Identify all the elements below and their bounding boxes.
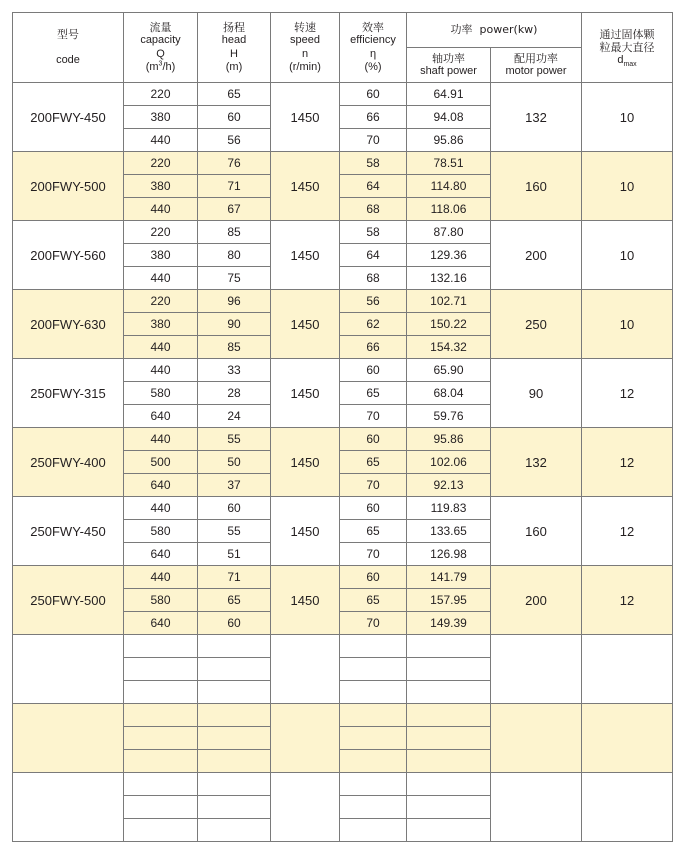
header-particle-line2: 粒最大直径	[599, 40, 655, 54]
capacity-cell	[124, 658, 198, 681]
model-code-cell: 250FWY-500	[13, 566, 124, 635]
header-motor-en: motor power	[505, 65, 567, 77]
particle-size-cell	[582, 704, 673, 773]
shaft-power-cell	[407, 681, 491, 704]
head-cell: 55	[198, 520, 271, 543]
particle-size-cell: 12	[582, 359, 673, 428]
shaft-power-cell: 95.86	[407, 129, 491, 152]
header-model-en: code	[56, 53, 80, 66]
capacity-cell: 440	[124, 566, 198, 589]
capacity-cell: 440	[124, 428, 198, 451]
shaft-power-cell: 114.80	[407, 175, 491, 198]
shaft-power-cell: 59.76	[407, 405, 491, 428]
particle-size-cell: 10	[582, 290, 673, 359]
motor-power-cell: 160	[491, 497, 582, 566]
motor-power-cell: 200	[491, 566, 582, 635]
table-row	[13, 704, 673, 727]
speed-cell: 1450	[271, 497, 340, 566]
capacity-cell	[124, 681, 198, 704]
efficiency-cell: 70	[340, 405, 407, 428]
capacity-cell: 220	[124, 221, 198, 244]
header-motor-power	[491, 48, 582, 83]
particle-size-cell: 12	[582, 497, 673, 566]
capacity-cell: 500	[124, 451, 198, 474]
particle-size-cell: 10	[582, 152, 673, 221]
shaft-power-cell: 154.32	[407, 336, 491, 359]
header-efficiency-symbol: η	[369, 47, 377, 60]
head-cell	[198, 819, 271, 842]
header-shaft-en: shaft power	[420, 65, 477, 77]
efficiency-cell	[340, 681, 407, 704]
pump-spec-sheet	[12, 12, 673, 842]
table-row	[13, 566, 673, 589]
efficiency-cell: 68	[340, 198, 407, 221]
shaft-power-cell: 149.39	[407, 612, 491, 635]
shaft-power-cell: 78.51	[407, 152, 491, 175]
table-row	[13, 773, 673, 796]
header-power-group	[407, 13, 582, 48]
efficiency-cell	[340, 796, 407, 819]
head-cell	[198, 727, 271, 750]
head-cell: 37	[198, 474, 271, 497]
shaft-power-cell	[407, 658, 491, 681]
header-capacity-unit-pre: (m	[145, 60, 159, 73]
shaft-power-cell: 95.86	[407, 428, 491, 451]
head-cell: 65	[198, 83, 271, 106]
shaft-power-cell	[407, 773, 491, 796]
capacity-cell: 640	[124, 405, 198, 428]
header-row-1	[13, 13, 673, 48]
efficiency-cell: 65	[340, 520, 407, 543]
head-cell: 85	[198, 336, 271, 359]
capacity-cell: 380	[124, 175, 198, 198]
header-capacity	[124, 13, 198, 83]
model-code-cell: 200FWY-560	[13, 221, 124, 290]
pump-spec-table	[12, 12, 673, 842]
shaft-power-cell: 68.04	[407, 382, 491, 405]
efficiency-cell	[340, 727, 407, 750]
header-head	[198, 13, 271, 83]
capacity-cell	[124, 796, 198, 819]
header-head-symbol: H	[230, 47, 238, 60]
efficiency-cell: 60	[340, 83, 407, 106]
table-row	[13, 635, 673, 658]
capacity-cell: 380	[124, 313, 198, 336]
shaft-power-cell: 64.91	[407, 83, 491, 106]
head-cell: 33	[198, 359, 271, 382]
efficiency-cell	[340, 750, 407, 773]
header-efficiency-en: efficiency	[350, 34, 396, 47]
capacity-cell: 380	[124, 244, 198, 267]
efficiency-cell	[340, 819, 407, 842]
head-cell: 80	[198, 244, 271, 267]
speed-cell: 1450	[271, 359, 340, 428]
speed-cell: 1450	[271, 428, 340, 497]
efficiency-cell	[340, 704, 407, 727]
head-cell	[198, 750, 271, 773]
head-cell: 90	[198, 313, 271, 336]
table-row	[13, 359, 673, 382]
head-cell: 50	[198, 451, 271, 474]
shaft-power-cell: 102.71	[407, 290, 491, 313]
header-particle-symbol	[582, 54, 672, 67]
efficiency-cell: 60	[340, 428, 407, 451]
speed-cell: 1450	[271, 566, 340, 635]
shaft-power-cell	[407, 796, 491, 819]
motor-power-cell: 250	[491, 290, 582, 359]
capacity-cell: 580	[124, 520, 198, 543]
model-code-cell	[13, 773, 124, 842]
capacity-cell	[124, 635, 198, 658]
header-particle-sub: max	[623, 61, 637, 69]
capacity-cell: 440	[124, 497, 198, 520]
speed-cell	[271, 635, 340, 704]
speed-cell: 1450	[271, 152, 340, 221]
model-code-cell	[13, 704, 124, 773]
header-particle-line1: 通过固体颗	[599, 27, 655, 41]
head-cell: 51	[198, 543, 271, 566]
head-cell: 24	[198, 405, 271, 428]
motor-power-cell: 90	[491, 359, 582, 428]
capacity-cell: 440	[124, 267, 198, 290]
header-efficiency	[340, 13, 407, 83]
capacity-cell	[124, 704, 198, 727]
efficiency-cell: 66	[340, 336, 407, 359]
capacity-cell: 640	[124, 612, 198, 635]
header-speed-en: speed	[290, 34, 320, 47]
head-cell	[198, 704, 271, 727]
table-row	[13, 290, 673, 313]
header-particle	[582, 13, 673, 83]
shaft-power-cell: 65.90	[407, 359, 491, 382]
header-speed-unit: (r/min)	[289, 60, 321, 73]
efficiency-cell: 62	[340, 313, 407, 336]
efficiency-cell: 56	[340, 290, 407, 313]
head-cell: 60	[198, 497, 271, 520]
head-cell	[198, 773, 271, 796]
shaft-power-cell	[407, 819, 491, 842]
header-capacity-en: capacity	[140, 34, 181, 47]
capacity-cell: 440	[124, 359, 198, 382]
capacity-cell	[124, 819, 198, 842]
shaft-power-cell: 133.65	[407, 520, 491, 543]
head-cell: 96	[198, 290, 271, 313]
capacity-cell: 220	[124, 290, 198, 313]
motor-power-cell: 132	[491, 428, 582, 497]
particle-size-cell: 12	[582, 566, 673, 635]
capacity-cell: 440	[124, 129, 198, 152]
head-cell: 76	[198, 152, 271, 175]
motor-power-cell: 160	[491, 152, 582, 221]
head-cell: 71	[198, 566, 271, 589]
shaft-power-cell	[407, 727, 491, 750]
efficiency-cell: 58	[340, 152, 407, 175]
shaft-power-cell: 87.80	[407, 221, 491, 244]
model-code-cell: 200FWY-450	[13, 83, 124, 152]
shaft-power-cell: 92.13	[407, 474, 491, 497]
model-code-cell: 250FWY-400	[13, 428, 124, 497]
motor-power-cell: 200	[491, 221, 582, 290]
efficiency-cell: 65	[340, 382, 407, 405]
motor-power-cell	[491, 773, 582, 842]
capacity-cell: 440	[124, 198, 198, 221]
motor-power-cell	[491, 704, 582, 773]
head-cell: 56	[198, 129, 271, 152]
shaft-power-cell	[407, 750, 491, 773]
efficiency-cell: 65	[340, 451, 407, 474]
particle-size-cell: 10	[582, 83, 673, 152]
header-capacity-unit-post: /h)	[162, 60, 176, 73]
header-motor-zh: 配用功率	[514, 51, 558, 65]
efficiency-cell: 65	[340, 589, 407, 612]
shaft-power-cell	[407, 635, 491, 658]
head-cell	[198, 658, 271, 681]
table-row	[13, 221, 673, 244]
table-row	[13, 497, 673, 520]
table-row	[13, 428, 673, 451]
efficiency-cell: 68	[340, 267, 407, 290]
particle-size-cell: 10	[582, 221, 673, 290]
header-speed-zh: 转速	[294, 21, 316, 35]
capacity-cell	[124, 750, 198, 773]
efficiency-cell: 60	[340, 359, 407, 382]
capacity-cell: 640	[124, 543, 198, 566]
head-cell: 75	[198, 267, 271, 290]
capacity-cell	[124, 773, 198, 796]
head-cell: 55	[198, 428, 271, 451]
head-cell: 85	[198, 221, 271, 244]
speed-cell	[271, 773, 340, 842]
header-capacity-unit-sup: 3	[158, 60, 163, 68]
header-speed	[271, 13, 340, 83]
efficiency-cell: 66	[340, 106, 407, 129]
table-row	[13, 83, 673, 106]
efficiency-cell: 70	[340, 543, 407, 566]
header-particle-sym: d	[617, 54, 624, 67]
head-cell: 60	[198, 106, 271, 129]
efficiency-cell: 70	[340, 474, 407, 497]
header-shaft-zh: 轴功率	[432, 51, 465, 65]
speed-cell: 1450	[271, 83, 340, 152]
shaft-power-cell: 132.16	[407, 267, 491, 290]
efficiency-cell: 70	[340, 129, 407, 152]
header-speed-symbol: n	[301, 47, 309, 60]
shaft-power-cell: 157.95	[407, 589, 491, 612]
head-cell: 67	[198, 198, 271, 221]
head-cell	[198, 681, 271, 704]
efficiency-cell: 58	[340, 221, 407, 244]
header-model	[13, 13, 124, 83]
head-cell: 71	[198, 175, 271, 198]
header-power-label: 功率 power(kw)	[450, 22, 538, 36]
head-cell: 65	[198, 589, 271, 612]
header-capacity-unit	[124, 61, 197, 74]
head-cell: 28	[198, 382, 271, 405]
shaft-power-cell: 102.06	[407, 451, 491, 474]
capacity-cell: 580	[124, 589, 198, 612]
model-code-cell: 200FWY-500	[13, 152, 124, 221]
efficiency-cell: 64	[340, 244, 407, 267]
efficiency-cell	[340, 658, 407, 681]
capacity-cell: 380	[124, 106, 198, 129]
shaft-power-cell: 94.08	[407, 106, 491, 129]
model-code-cell: 250FWY-315	[13, 359, 124, 428]
particle-size-cell	[582, 635, 673, 704]
speed-cell: 1450	[271, 290, 340, 359]
header-efficiency-zh: 效率	[362, 21, 384, 35]
header-capacity-symbol: Q	[156, 47, 165, 60]
efficiency-cell	[340, 773, 407, 796]
efficiency-cell	[340, 635, 407, 658]
header-model-zh: 型号	[57, 28, 79, 42]
capacity-cell: 220	[124, 83, 198, 106]
header-head-unit: (m)	[225, 60, 243, 73]
header-head-en: head	[221, 34, 247, 47]
shaft-power-cell: 126.98	[407, 543, 491, 566]
shaft-power-cell: 118.06	[407, 198, 491, 221]
capacity-cell: 440	[124, 336, 198, 359]
efficiency-cell: 60	[340, 566, 407, 589]
particle-size-cell	[582, 773, 673, 842]
head-cell	[198, 796, 271, 819]
speed-cell: 1450	[271, 221, 340, 290]
efficiency-cell: 64	[340, 175, 407, 198]
capacity-cell: 580	[124, 382, 198, 405]
speed-cell	[271, 704, 340, 773]
shaft-power-cell: 150.22	[407, 313, 491, 336]
header-shaft-power	[407, 48, 491, 83]
head-cell: 60	[198, 612, 271, 635]
shaft-power-cell: 141.79	[407, 566, 491, 589]
motor-power-cell	[491, 635, 582, 704]
model-code-cell	[13, 635, 124, 704]
header-head-zh: 扬程	[223, 21, 245, 35]
particle-size-cell: 12	[582, 428, 673, 497]
header-capacity-zh: 流量	[149, 21, 172, 35]
shaft-power-cell: 129.36	[407, 244, 491, 267]
head-cell	[198, 635, 271, 658]
capacity-cell	[124, 727, 198, 750]
model-code-cell: 200FWY-630	[13, 290, 124, 359]
efficiency-cell: 60	[340, 497, 407, 520]
motor-power-cell: 132	[491, 83, 582, 152]
model-code-cell: 250FWY-450	[13, 497, 124, 566]
table-row	[13, 152, 673, 175]
capacity-cell: 220	[124, 152, 198, 175]
efficiency-cell: 70	[340, 612, 407, 635]
shaft-power-cell: 119.83	[407, 497, 491, 520]
header-efficiency-unit: (%)	[364, 60, 382, 73]
capacity-cell: 640	[124, 474, 198, 497]
shaft-power-cell	[407, 704, 491, 727]
